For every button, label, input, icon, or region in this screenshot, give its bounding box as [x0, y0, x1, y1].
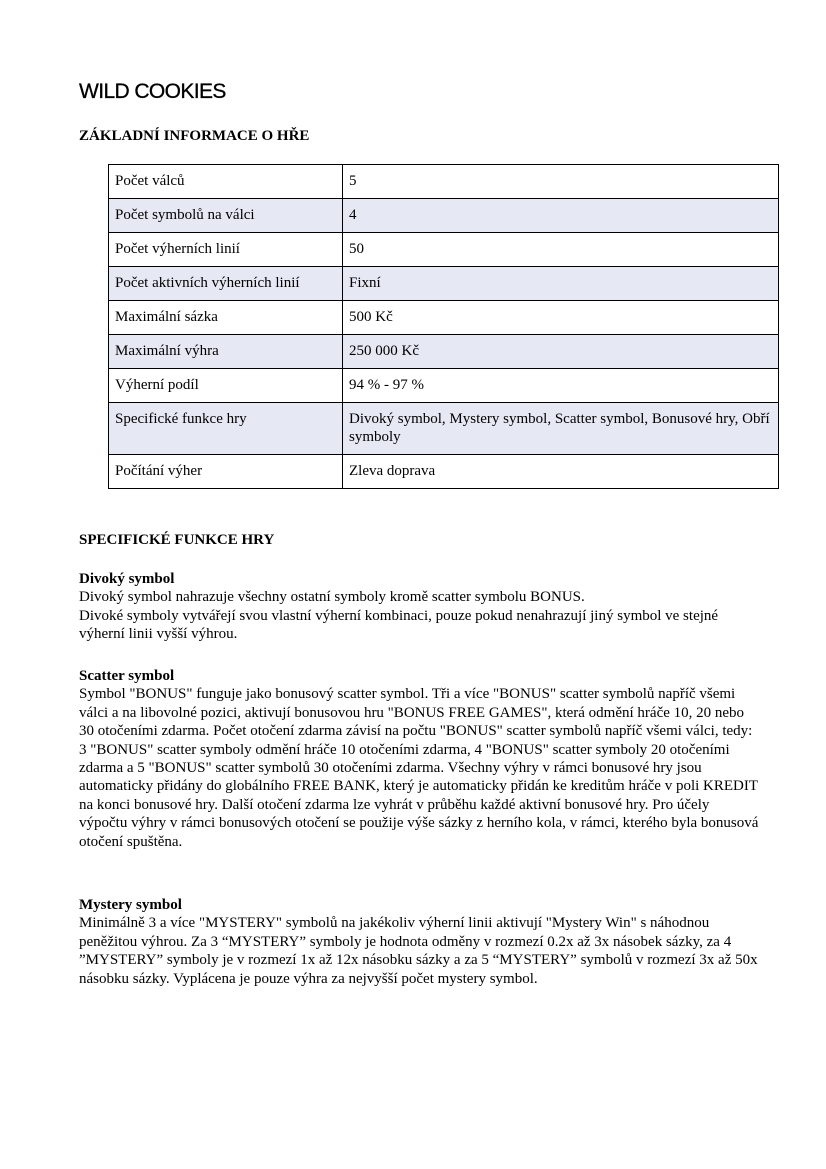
row-label: Počet válců	[109, 165, 343, 199]
feature-title: Mystery symbol	[79, 897, 182, 913]
table-row	[109, 335, 779, 369]
row-value: 250 000 Kč	[343, 335, 779, 369]
row-label: Maximální sázka	[109, 301, 343, 335]
game-info-table	[108, 164, 779, 489]
table-row	[109, 165, 779, 199]
row-label: Specifické funkce hry	[109, 403, 343, 455]
row-value: 94 % - 97 %	[343, 369, 779, 403]
feature-paragraph: Divoký symbol nahrazuje všechny ostatní symboly kromě scatter symbolu BONUS.	[79, 589, 585, 606]
feature-title: Scatter symbol	[79, 668, 175, 684]
feature-paragraph: Minimálně 3 a více "MYSTERY" symbolů na jakékoliv výherní linii aktivují "Mystery Win" s náhodnou peněžitou výhrou. Za 3 “MYSTERY” symboly je hodnota odměny v rozmezí 0.2x až 3x násobek sázky, za 4 ”MYSTERY” symboly je v rozmezí 1x až 12x násobku sázky a za 5 “MYSTERY” symbolů v rozmezí 3x až 50x násobku sázky. Vyplácena je pouze výhra za nejvyšší počet mystery symbol.	[79, 915, 758, 987]
row-label: Počet výherních linií	[109, 233, 343, 267]
table-row	[109, 455, 779, 489]
feature-scatter-symbol	[79, 667, 759, 851]
table-row	[109, 233, 779, 267]
feature-wild-symbol	[79, 570, 759, 644]
table-row	[109, 403, 779, 455]
feature-mystery-symbol	[79, 896, 759, 988]
features-heading: SPECIFICKÉ FUNKCE HRY	[79, 532, 275, 548]
feature-paragraph: Divoké symboly vytvářejí svou vlastní výherní kombinaci, pouze pokud nenahrazují jiný symbol ve stejné výherní linii vyšší výhrou.	[79, 607, 719, 643]
table-row	[109, 267, 779, 301]
table-row	[109, 301, 779, 335]
document-title: WILD COOKIES	[79, 80, 226, 103]
row-label: Počet symbolů na válci	[109, 199, 343, 233]
row-label: Počítání výher	[109, 455, 343, 489]
row-value: 500 Kč	[343, 301, 779, 335]
row-value: 4	[343, 199, 779, 233]
table-row	[109, 199, 779, 233]
row-value: Divoký symbol, Mystery symbol, Scatter symbol, Bonusové hry, Obří symboly	[343, 403, 779, 455]
table-row	[109, 369, 779, 403]
row-label: Počet aktivních výherních linií	[109, 267, 343, 301]
feature-title: Divoký symbol	[79, 571, 175, 587]
row-value: 50	[343, 233, 779, 267]
row-value: Zleva doprava	[343, 455, 779, 489]
row-value: 5	[343, 165, 779, 199]
row-label: Výherní podíl	[109, 369, 343, 403]
feature-paragraph: Symbol "BONUS" funguje jako bonusový scatter symbol. Tři a více "BONUS" scatter symbolů napříč všemi válci a na libovolné pozici, aktivují bonusovou hru "BONUS FREE GAMES", která odmění hráče 10, 20 nebo 30 otočeními zdarma. Počet otočení zdarma závisí na počtu "BONUS" scatter symbolů napříč všemi válci, tedy: 3 "BONUS" scatter symboly odmění hráče 10 otočeními zdarma, 4 "BONUS" scatter symboly 20 otočeními zdarma a 5 "BONUS" scatter symbolů 30 otočeními zdarma. Všechny výhry v rámci bonusové hry jsou automaticky přidány do globálního FREE BANK, který je automaticky přidán ke kreditům hráče v poli KREDIT na konci bonusové hry. Další otočení zdarma lze vyhrát v průběhu každé aktivní bonusové hry. Pro účely výpočtu výhry v rámci bonusových otočení se použije výše sázky z herního kola, v rámci, kterého byla bonusová otočení spuštěna.	[79, 686, 759, 850]
basic-info-heading: ZÁKLADNÍ INFORMACE O HŘE	[79, 128, 310, 144]
row-label: Maximální výhra	[109, 335, 343, 369]
row-value: Fixní	[343, 267, 779, 301]
